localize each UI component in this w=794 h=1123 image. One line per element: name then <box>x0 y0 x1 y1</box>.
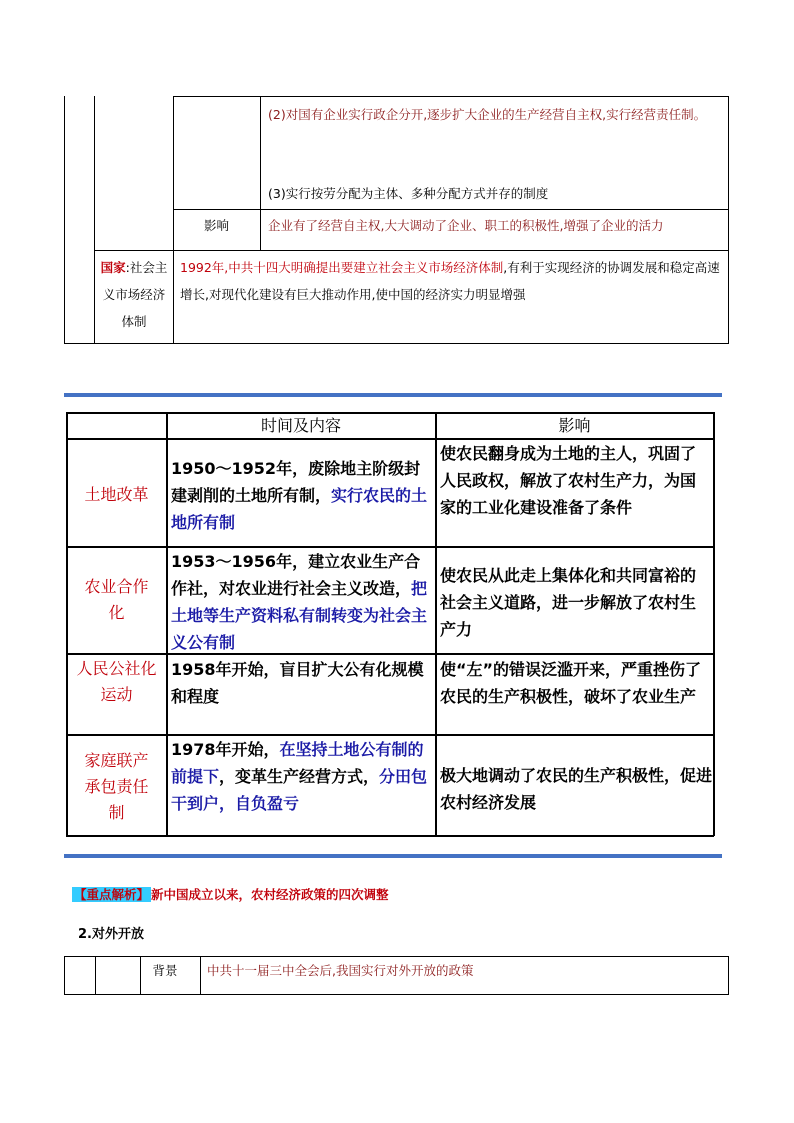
year-statement: 1992年,中共十四大明确提出要建立社会主义市场经济体制 <box>180 260 504 275</box>
row-content-household-responsibility <box>171 736 433 817</box>
label-country: 国家 <box>100 260 126 275</box>
row-content-commune: 1958年开始，盲目扩大公有化规模和程度 <box>171 660 424 706</box>
content-highlight: 在坚持土地公有制的前提下 <box>171 740 424 786</box>
content-plain: 1950～1952年，废除地主阶级封建剥削的土地所有制， <box>171 459 421 505</box>
row-title-commune <box>67 656 166 708</box>
impact-content: 企业有了经营自主权,大大调动了企业、职工的积极性,增强了企业的活力 <box>268 218 664 233</box>
content-plain: 1978年开始， <box>171 740 280 759</box>
market-economy-rest: ,有利于实现经济的协调发展和稳定高速增长,对现代化建设有巨大推动作用,使中国的经济实力明显增强 <box>180 260 720 302</box>
header-time-content: 时间及内容 <box>260 416 341 435</box>
row-title-text: 农业合作化 <box>84 577 149 622</box>
row-content-cooperative <box>171 548 433 656</box>
content-after: ，变革生产经营方式， <box>219 767 380 786</box>
row-title-land-reform: 土地改革 <box>84 485 149 504</box>
background-content: 中共十一届三中全会后,我国实行对外开放的政策 <box>207 963 474 978</box>
market-economy-content <box>180 254 725 308</box>
content-highlight-2: 分田包干到户，自负盈亏 <box>171 767 428 813</box>
row-impact-household-responsibility: 极大地调动了农民的生产积极性，促进农村经济发展 <box>440 766 713 812</box>
key-point-tag: 【重点解析】 <box>74 887 150 902</box>
market-economy-label <box>97 254 171 335</box>
impact-label: 影响 <box>203 218 229 233</box>
section-divider <box>64 393 722 397</box>
header-impact: 影响 <box>558 416 591 435</box>
row-content-land-reform <box>171 455 433 536</box>
policy-item-3: (3)实行按劳分配为主体、多种分配方式并存的制度 <box>268 186 549 201</box>
content-highlight: 把土地等生产资料私有制转变为社会主义公有制 <box>171 579 428 652</box>
background-label: 背景 <box>152 963 178 978</box>
policy-item-2: (2)对国有企业实行政企分开,逐步扩大企业的生产经营自主权,实行经营责任制。 <box>268 107 707 122</box>
content-plain: 1953～1956年，建立农业生产合作社，对农业进行社会主义改造， <box>171 552 421 598</box>
row-title-text: 家庭联产承包责任制 <box>84 751 149 822</box>
row-title-text: 人民公社化运动 <box>76 659 157 704</box>
row-title-cooperative <box>67 574 166 626</box>
row-impact-cooperative: 使农民从此走上集体化和共同富裕的社会主义道路，进一步解放了农村生产力 <box>440 566 697 639</box>
row-impact-land-reform: 使农民翻身成为土地的主人，巩固了人民政权，解放了农村生产力，为国家的工业化建设准备了条件 <box>440 444 697 517</box>
content-highlight: 实行农民的土地所有制 <box>171 486 428 532</box>
section-heading: 2.对外开放 <box>78 927 144 942</box>
key-point-line <box>72 884 389 904</box>
row-title-household-responsibility <box>67 748 166 826</box>
row-impact-commune: 使“左”的错误泛滥开来，严重挫伤了农民的生产积极性，破坏了农业生产 <box>440 660 702 706</box>
key-point-text: 新中国成立以来，农村经济政策的四次调整 <box>151 887 389 902</box>
section-divider-2 <box>64 854 722 858</box>
label-rest: :社会主义市场经济体制 <box>102 260 168 329</box>
